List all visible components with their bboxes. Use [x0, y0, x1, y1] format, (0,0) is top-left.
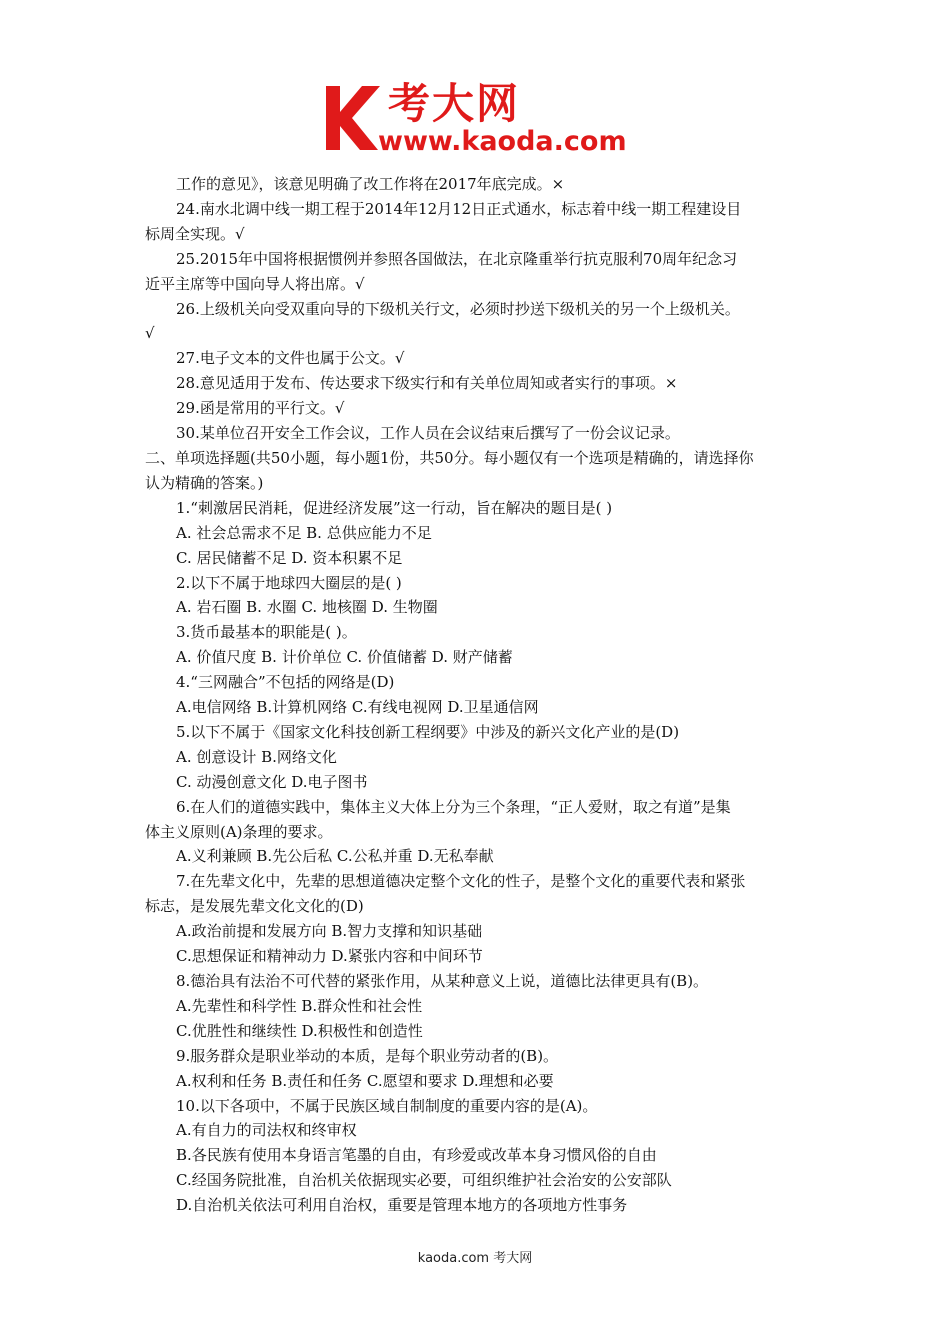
document-body [145, 172, 810, 1218]
text-line: C.优胜性和继续性 D.积极性和创造性 [176, 1021, 423, 1040]
text-line: 28.意见适用于发布、传达要求下级实行和有关单位周知或者实行的事项。× [176, 374, 678, 393]
text-line: 5.以下不属于《国家文化科技创新工程纲要》中涉及的新兴文化产业的是(D) [176, 722, 680, 741]
text-line: 标周全实现。√ [145, 224, 245, 243]
logo-url-text: www.kaoda.com [378, 126, 627, 157]
text-line: 27.电子文本的文件也属于公文。√ [176, 349, 405, 368]
text-line: 26.上级机关向受双重向导的下级机关行文，必须时抄送下级机关的另一个上级机关。 [176, 299, 740, 318]
text-line: 工作的意见》，该意见明确了改工作将在2017年底完成。× [176, 175, 565, 193]
logo-brand-text: 考大网 [388, 79, 521, 128]
text-line: √ [145, 324, 155, 343]
text-line: 体主义原则(A)条理的要求。 [145, 822, 333, 841]
text-line: A. 创意设计 B.网络文化 [176, 747, 337, 766]
page-footer: kaoda.com 考大网 [417, 1251, 533, 1266]
text-line: D.自治机关依法可利用自治权，重要是管理本地方的各项地方性事务 [176, 1196, 628, 1215]
text-line: A.政治前提和发展方向 B.智力支撑和知识基础 [176, 922, 483, 941]
text-line: A. 社会总需求不足 B. 总供应能力不足 [176, 523, 432, 542]
text-line: 2.以下不属于地球四大圈层的是( ) [176, 573, 402, 592]
text-line: C.思想保证和精神动力 D.紧张内容和中间环节 [176, 947, 483, 966]
text-line: A. 岩石圈 B. 水圈 C. 地核圈 D. 生物圈 [176, 598, 438, 617]
text-line: 标志，是发展先辈文化文化的(D) [145, 897, 364, 916]
text-line: 8.德治具有法治不可代替的紧张作用，从某种意义上说，道德比法律更具有(B)。 [176, 972, 709, 990]
text-line: 9.服务群众是职业举动的本质，是每个职业劳动者的(B)。 [176, 1046, 559, 1065]
k-logo-icon [318, 82, 384, 154]
text-line: 4.“三网融合”不包括的网络是(D) [176, 673, 395, 692]
text-line: A.先辈性和科学性 B.群众性和社会性 [176, 996, 423, 1015]
text-line: 1.“刺激居民消耗，促进经济发展”这一行动，旨在解决的题目是( ) [176, 498, 613, 517]
text-line: 7.在先辈文化中，先辈的思想道德决定整个文化的性子，是整个文化的重要代表和紧张 [176, 872, 746, 891]
kaoda-logo[interactable] [318, 80, 638, 162]
text-line: C.经国务院批准，自治机关依据现实必要，可组织维护社会治安的公安部队 [176, 1171, 672, 1190]
text-line: 29.函是常用的平行文。√ [176, 399, 345, 418]
text-line: 10.以下各项中，不属于民族区域自制制度的重要内容的是(A)。 [176, 1096, 598, 1115]
text-line: C. 动漫创意文化 D.电子图书 [176, 772, 368, 791]
text-line: A.权利和任务 B.责任和任务 C.愿望和要求 D.理想和必要 [176, 1071, 554, 1090]
text-line: C. 居民储蓄不足 D. 资本积累不足 [176, 548, 403, 567]
text-line: A.电信网络 B.计算机网络 C.有线电视网 D.卫星通信网 [176, 698, 539, 717]
text-line: 二、单项选择题(共50小题，每小题1份，共50分。每小题仅有一个选项是精确的，请选择你 [145, 448, 754, 467]
text-line: 24.南水北调中线一期工程于2014年12月12日正式通水，标志着中线一期工程建设目 [176, 199, 742, 218]
text-line: 3.货币最基本的职能是( )。 [176, 623, 357, 642]
text-line: A. 价值尺度 B. 计价单位 C. 价值储蓄 D. 财产储蓄 [176, 648, 513, 667]
text-line: B.各民族有使用本身语言笔墨的自由，有珍爱或改革本身习惯风俗的自由 [176, 1146, 657, 1165]
text-line: 6.在人们的道德实践中，集体主义大体上分为三个条理，“正人爱财，取之有道”是集 [176, 797, 731, 816]
text-line: 25.2015年中国将根据惯例并参照各国做法，在北京隆重举行抗克服利70周年纪念习 [176, 249, 738, 268]
text-line: 认为精确的答案。) [145, 473, 264, 492]
text-line: A.有自力的司法权和终审权 [176, 1121, 357, 1140]
text-line: 近平主席等中国向导人将出席。√ [145, 274, 365, 293]
text-line: A.义利兼顾 B.先公后私 C.公私并重 D.无私奉献 [176, 847, 494, 866]
text-line: 30.某单位召开安全工作会议，工作人员在会议结束后撰写了一份会议记录。 [176, 424, 680, 443]
